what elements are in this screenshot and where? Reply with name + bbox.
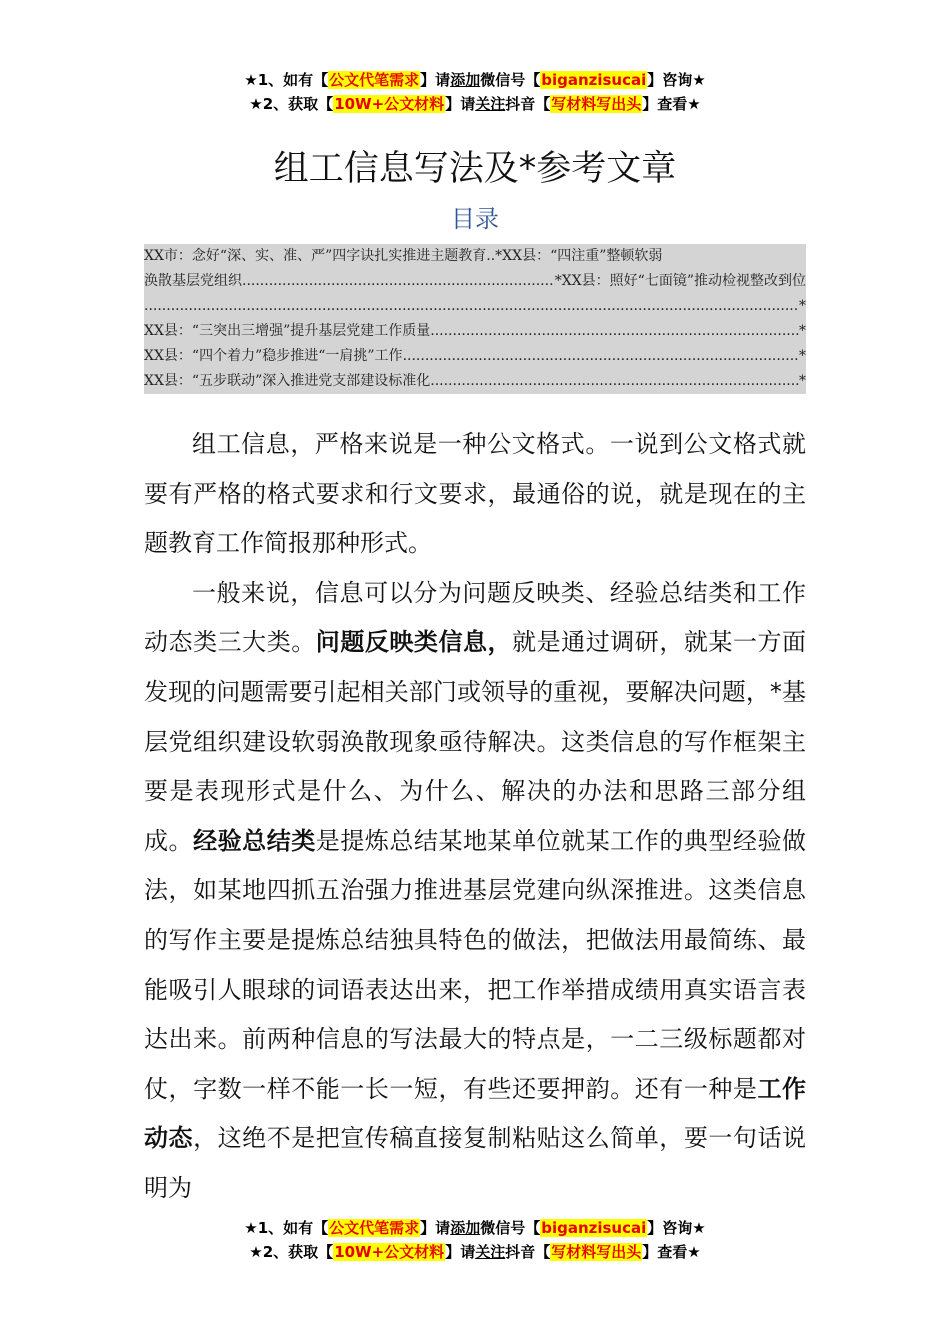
promo-text: 微信号【	[480, 1219, 541, 1237]
toc-entry-page: *	[799, 348, 806, 364]
toc-entry-title: XX县：“三突出三增强”提升基层党建工作质量	[144, 323, 431, 339]
toc-entry-title: 涣散基层党组织	[144, 273, 242, 289]
document-title: 组工信息写法及*参考文章	[273, 149, 677, 189]
promo-text: 抖音【	[505, 95, 551, 113]
promo-highlight: 10W+公文材料	[334, 95, 445, 113]
promo-text: 】查看★	[642, 1243, 701, 1261]
paragraph-text: ，这绝不是把宣传稿直接复制粘贴这么简单，要一句话说明为	[144, 1124, 806, 1202]
toc-entry-title: XX县：“四个着力”稳步推进“一肩挑”工作	[144, 348, 403, 364]
toc-heading: 目录	[451, 205, 499, 233]
promo-text: 】请	[445, 95, 476, 113]
bold-term: 经验总结类	[193, 826, 316, 855]
promo-text: ★1、如有【	[244, 71, 329, 89]
bold-term: 问题反映类信息，	[315, 628, 513, 657]
toc-entry-page: *	[799, 323, 806, 339]
toc-entry-page: *	[799, 298, 806, 314]
paragraph-text: 是提炼总结某地某单位就某工作的典型经验做法，如某地四抓五治强力推进基层党建向纵深推进。这类信息的写作主要是提炼总结独具特色的做法，把做法用最简练、最能吸引人眼球的词语表达出来，把工作举措成绩用真实语言表达出来。前两种信息的写法最大的特点是，一二三级标题都对仗，字数一样不能一长一短，有些还要押韵。还有一种是	[144, 826, 807, 1103]
promo-highlight: biganzisucai	[541, 71, 647, 89]
promo-highlight: 写材料写出头	[551, 95, 642, 113]
promo-text: ★2、获取【	[249, 1243, 334, 1261]
body-paragraph-2	[144, 569, 806, 1214]
toc-leader	[430, 369, 799, 394]
toc-leader	[242, 269, 555, 294]
promo-text: 抖音【	[505, 1243, 551, 1261]
paragraph-text: 就是通过调研，就某一方面发现的问题需要引起相关部门或领导的重视，要解决问题，*基层党组织建设软弱涣散现象亟待解决。这类信息的写作框架主要是表现形式是什么、为什么、解决的办法和思路三部分组成。	[144, 628, 807, 855]
promo-text: ★1、如有【	[244, 1219, 329, 1237]
toc-entry[interactable]	[144, 294, 806, 319]
promo-text: 】查看★	[642, 95, 701, 113]
promo-highlight: 写材料写出头	[551, 1243, 642, 1261]
promo-text: 】咨询★	[647, 71, 706, 89]
promo-highlight: 10W+公文材料	[334, 1243, 445, 1261]
promo-text: 】请	[420, 71, 451, 89]
toc-leader	[144, 294, 799, 319]
toc-entry-title: XX县：“五步联动”深入推进党支部建设标准化	[144, 373, 431, 389]
toc-entry-page: *XX县：照好“七面镜”推动检视整改到位	[554, 273, 806, 289]
footer-promo-banner	[0, 1216, 950, 1264]
bold-term: 工作动态	[144, 1074, 807, 1153]
toc-entry[interactable]	[144, 369, 806, 394]
promo-underlined: 关注	[475, 95, 506, 113]
promo-line-2	[0, 92, 950, 116]
toc-entry[interactable]	[144, 244, 806, 269]
promo-underlined: 添加	[450, 1219, 481, 1237]
promo-highlight: biganzisucai	[541, 1219, 647, 1237]
toc-entry[interactable]	[144, 269, 806, 294]
promo-line-1	[0, 68, 950, 92]
toc-entry[interactable]	[144, 319, 806, 344]
promo-line-1	[0, 1216, 950, 1240]
table-of-contents	[144, 244, 806, 394]
toc-entry-page: *	[799, 373, 806, 389]
header-promo-banner	[0, 68, 950, 116]
toc-leader	[403, 344, 799, 369]
promo-text: 】请	[445, 1243, 476, 1261]
promo-highlight: 公文代笔需求	[329, 1219, 420, 1237]
toc-entry[interactable]	[144, 344, 806, 369]
promo-text: ★2、获取【	[249, 95, 334, 113]
promo-underlined: 添加	[450, 71, 481, 89]
promo-text: 微信号【	[480, 71, 541, 89]
toc-leader	[430, 319, 799, 344]
document-body	[144, 420, 806, 1214]
promo-line-2	[0, 1240, 950, 1264]
promo-underlined: 关注	[475, 1243, 506, 1261]
promo-text: 】请	[420, 1219, 451, 1237]
promo-text: 】咨询★	[647, 1219, 706, 1237]
toc-entry-title: XX市：念好“深、实、准、严”四字诀扎实推进主题教育..*XX县：“四注重”整顿软弱	[144, 248, 663, 264]
body-paragraph-1: 组工信息，严格来说是一种公文格式。一说到公文格式就要有严格的格式要求和行文要求，最通俗的说，就是现在的主题教育工作简报那种形式。	[144, 430, 806, 558]
promo-highlight: 公文代笔需求	[329, 71, 420, 89]
paragraph-text: 一般来说，信息可以分为问题反映类、经验总结类和工作动态类三大类。	[144, 578, 806, 657]
